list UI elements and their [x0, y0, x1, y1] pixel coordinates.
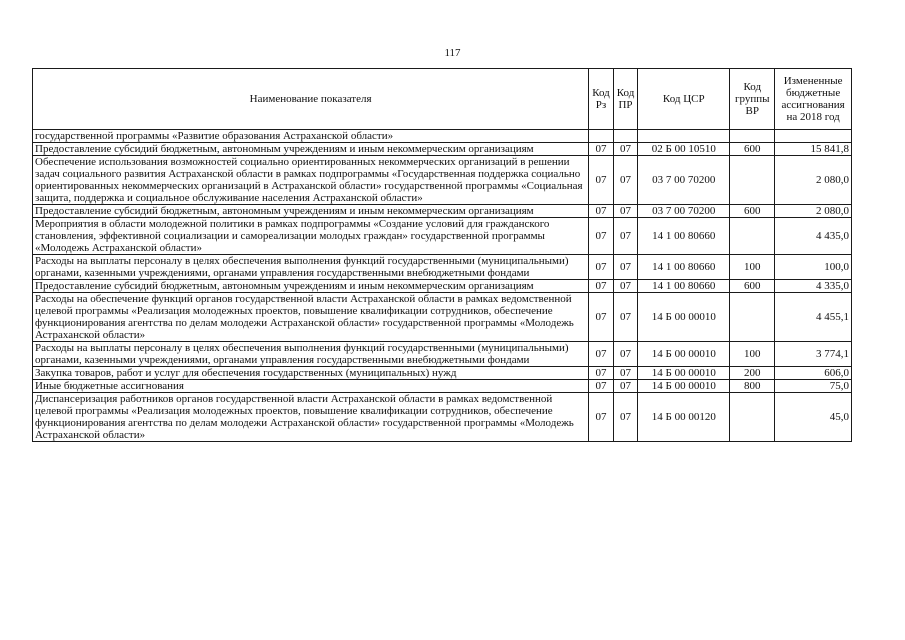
row-csr: 14 Б 00 00010: [638, 380, 730, 393]
row-amount: 4 455,1: [775, 293, 852, 342]
row-pr: 07: [613, 393, 638, 442]
row-pr: 07: [613, 293, 638, 342]
row-pr: 07: [613, 156, 638, 205]
row-vr: [730, 218, 775, 255]
row-pr: 07: [613, 280, 638, 293]
row-csr: 03 7 00 70200: [638, 156, 730, 205]
table-row: [33, 380, 852, 393]
table-row: [33, 342, 852, 367]
row-name: Предоставление субсидий бюджетным, автономным учреждениям и иным некоммерческим организациям: [33, 143, 589, 156]
row-pr: 07: [613, 380, 638, 393]
header-csr: Код ЦСР: [638, 69, 730, 130]
row-name: Предоставление субсидий бюджетным, автономным учреждениям и иным некоммерческим организациям: [33, 280, 589, 293]
row-amount: 75,0: [775, 380, 852, 393]
row-vr: [730, 156, 775, 205]
row-csr: 14 Б 00 00010: [638, 293, 730, 342]
row-name: Закупка товаров, работ и услуг для обеспечения государственных (муниципальных) нужд: [33, 367, 589, 380]
row-name: Мероприятия в области молодежной политики в рамках подпрограммы «Создание условий для гражданского становления, эффективной социализации и самореализации молодых граждан» государственной программы «Молодежь Астраханской области»: [33, 218, 589, 255]
row-pr: 07: [613, 205, 638, 218]
row-name: Расходы на выплаты персоналу в целях обеспечения выполнения функций государственными (муниципальными) органами, казенными учреждениями, органами управления государственными внебюджетными фондами: [33, 255, 589, 280]
table-row: [33, 218, 852, 255]
table-row: [33, 143, 852, 156]
row-csr: 14 Б 00 00010: [638, 367, 730, 380]
table-row: [33, 367, 852, 380]
header-pr: Код ПР: [613, 69, 638, 130]
row-name: государственной программы «Развитие образования Астраханской области»: [33, 130, 589, 143]
row-amount: 2 080,0: [775, 205, 852, 218]
header-name: Наименование показателя: [33, 69, 589, 130]
row-vr: 600: [730, 143, 775, 156]
row-name: Предоставление субсидий бюджетным, автономным учреждениям и иным некоммерческим организациям: [33, 205, 589, 218]
table-row: [33, 130, 852, 143]
row-amount: 4 335,0: [775, 280, 852, 293]
row-rz: [589, 130, 614, 143]
row-vr: 100: [730, 255, 775, 280]
row-vr: 600: [730, 280, 775, 293]
row-amount: 2 080,0: [775, 156, 852, 205]
row-csr: 14 1 00 80660: [638, 280, 730, 293]
row-rz: 07: [589, 205, 614, 218]
row-vr: 200: [730, 367, 775, 380]
row-name: Расходы на обеспечение функций органов государственной власти Астраханской области в рамках ведомственной целевой программы «Реализация молодежных проектов, повышение квалификации сотрудников, обеспечение функционирования агентства по делам молодежи Астраханской области» государственной программы «Молодежь Астраханской области»: [33, 293, 589, 342]
row-vr: 600: [730, 205, 775, 218]
row-rz: 07: [589, 367, 614, 380]
row-vr: [730, 393, 775, 442]
row-csr: 14 Б 00 00120: [638, 393, 730, 442]
row-pr: [613, 130, 638, 143]
row-name: Расходы на выплаты персоналу в целях обеспечения выполнения функций государственными (муниципальными) органами, казенными учреждениями, органами управления государственными внебюджетными фондами: [33, 342, 589, 367]
row-pr: 07: [613, 342, 638, 367]
table-row: [33, 255, 852, 280]
row-csr: [638, 130, 730, 143]
row-csr: 02 Б 00 10510: [638, 143, 730, 156]
row-csr: 14 Б 00 00010: [638, 342, 730, 367]
row-pr: 07: [613, 367, 638, 380]
row-rz: 07: [589, 280, 614, 293]
row-rz: 07: [589, 393, 614, 442]
header-vr: Код группы ВР: [730, 69, 775, 130]
row-rz: 07: [589, 218, 614, 255]
row-amount: 100,0: [775, 255, 852, 280]
page-number: 117: [444, 47, 461, 59]
table-row: [33, 293, 852, 342]
row-vr: [730, 293, 775, 342]
header-rz: Код Рз: [589, 69, 614, 130]
row-pr: 07: [613, 218, 638, 255]
row-vr: [730, 130, 775, 143]
row-csr: 03 7 00 70200: [638, 205, 730, 218]
row-rz: 07: [589, 156, 614, 205]
row-vr: 800: [730, 380, 775, 393]
row-pr: 07: [613, 255, 638, 280]
row-amount: 15 841,8: [775, 143, 852, 156]
row-rz: 07: [589, 143, 614, 156]
row-rz: 07: [589, 342, 614, 367]
header-amount: Измененные бюджетные ассигнования на 2018 год: [775, 69, 852, 130]
row-name: Обеспечение использования возможностей социально ориентированных некоммерческих организаций в решении задач социального развития Астраханской области в рамках подпрограммы «Государственная поддержка социально ориентированных некоммерческих организаций в Астраханской области» государственной программы «Социальная защита, поддержка и социальное обслуживание населения Астраханской области»: [33, 156, 589, 205]
table-row: [33, 393, 852, 442]
table-row: [33, 280, 852, 293]
row-csr: 14 1 00 80660: [638, 218, 730, 255]
row-amount: 4 435,0: [775, 218, 852, 255]
row-rz: 07: [589, 255, 614, 280]
table-header-row: [33, 69, 852, 130]
table-row: [33, 205, 852, 218]
table-row: [33, 156, 852, 205]
row-vr: 100: [730, 342, 775, 367]
row-amount: 3 774,1: [775, 342, 852, 367]
row-pr: 07: [613, 143, 638, 156]
row-name: Диспансеризация работников органов государственной власти Астраханской области в рамках ведомственной целевой программы «Реализация молодежных проектов, повышение квалификации сотрудников, обеспечение функционирования агентства по делам молодежи Астраханской области» государственной программы «Молодежь Астраханской области»: [33, 393, 589, 442]
row-rz: 07: [589, 380, 614, 393]
row-rz: 07: [589, 293, 614, 342]
row-amount: [775, 130, 852, 143]
budget-table: [32, 68, 852, 442]
row-amount: 45,0: [775, 393, 852, 442]
row-csr: 14 1 00 80660: [638, 255, 730, 280]
row-amount: 606,0: [775, 367, 852, 380]
row-name: Иные бюджетные ассигнования: [33, 380, 589, 393]
